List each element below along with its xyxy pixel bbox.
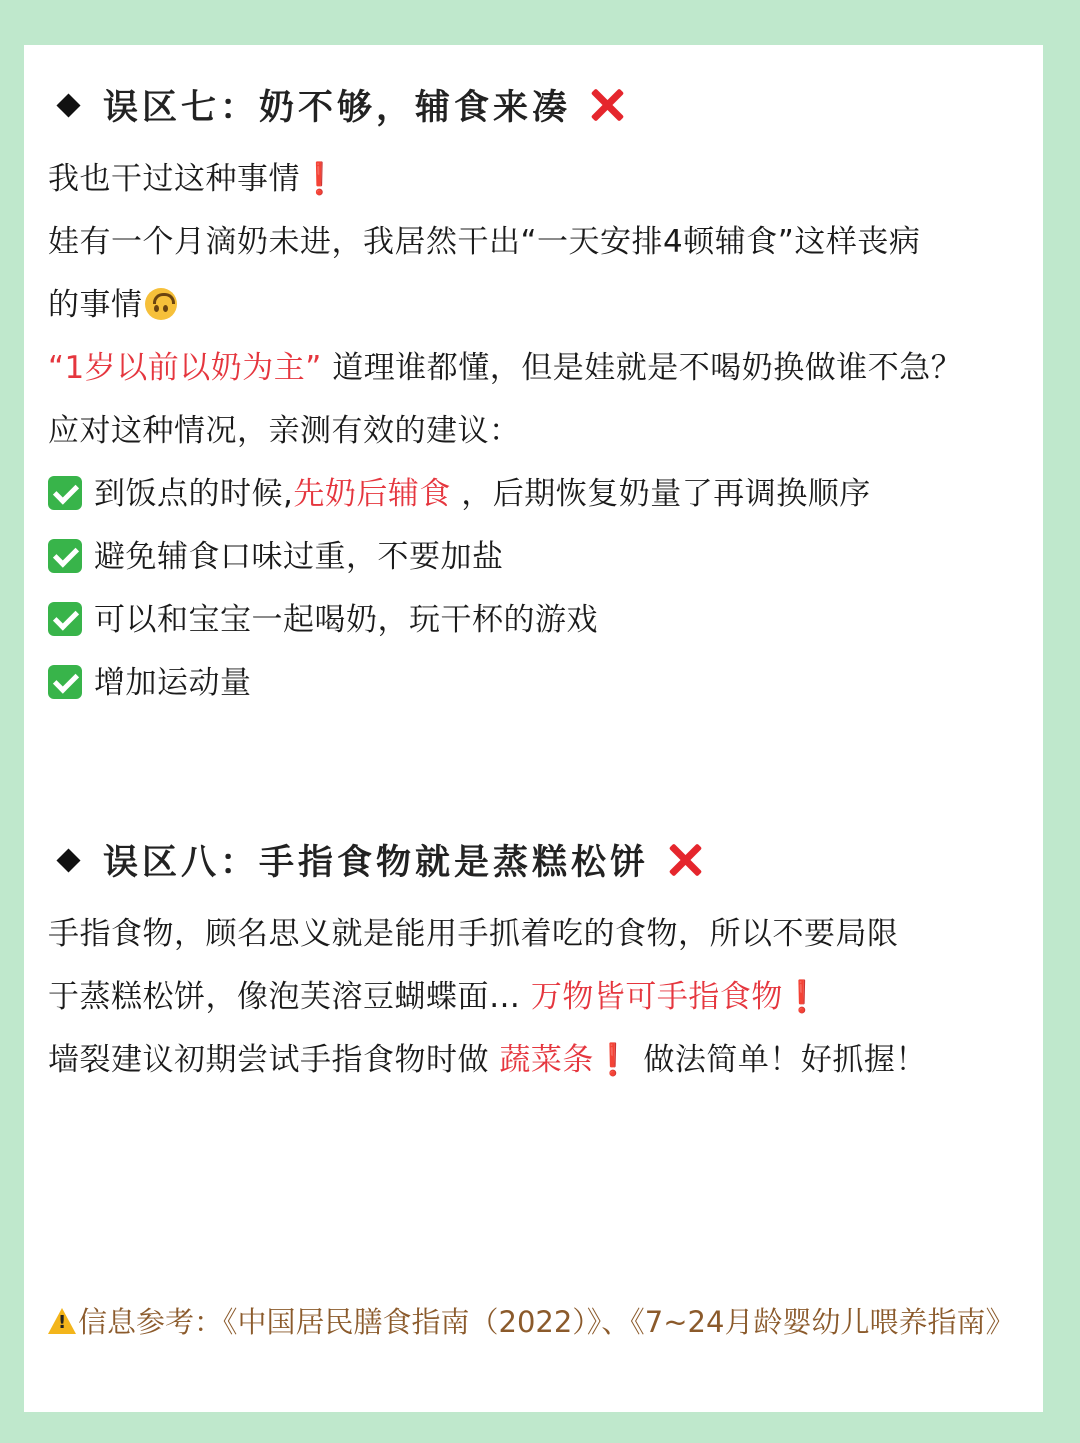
check-mark-icon <box>48 539 82 573</box>
line-text: 墙裂建议初期尝试手指食物时做 <box>48 1042 500 1078</box>
tip-text: ，后期恢复奶量了再调换顺序 <box>450 476 871 512</box>
paragraph-line <box>48 148 1043 211</box>
diamond-bullet-icon <box>56 93 80 117</box>
check-mark-icon <box>48 665 82 699</box>
cross-mark-icon <box>589 87 625 123</box>
line-text: 手指食物，顾名思义就是能用手抓着吃的食物，所以不要局限 <box>48 916 899 952</box>
tip-text: 增加运动量 <box>94 665 252 701</box>
line-text: 的事情 <box>48 287 143 323</box>
highlight-text: 万物皆可手指食物 <box>530 979 783 1015</box>
tip-item <box>48 652 1043 715</box>
diamond-bullet-icon <box>56 848 80 872</box>
paragraph-line <box>48 966 1043 1029</box>
upside-down-face-icon <box>145 288 177 320</box>
tip-text: 到饭点的时候, <box>94 476 294 512</box>
cross-mark-icon <box>667 842 703 878</box>
highlight-text: 蔬菜条 <box>499 1042 594 1078</box>
heading-text: 误区八：手指食物就是蒸糕松饼 <box>103 843 650 883</box>
tip-text: 可以和宝宝一起喝奶，玩干杯的游戏 <box>94 602 598 638</box>
line-text: 做法简单！好抓握！ <box>632 1042 927 1078</box>
line-text: 道理谁都懂，但是娃就是不喝奶换做谁不急？ <box>321 350 963 386</box>
warning-icon <box>48 1308 76 1334</box>
paragraph-line <box>48 274 1043 337</box>
highlight-text: 先奶后辅食 <box>293 476 451 512</box>
exclamation-icon: ❗ <box>300 161 340 197</box>
highlight-text: “1岁以前以奶为主” <box>48 350 322 386</box>
paragraph-line <box>48 1029 1043 1092</box>
exclamation-icon: ❗ <box>782 979 822 1015</box>
line-text: 我也干过这种事情 <box>48 161 300 197</box>
line-text: 于蒸糕松饼，像泡芙溶豆蝴蝶面… <box>48 979 531 1015</box>
paragraph-line <box>48 903 1043 966</box>
section-heading <box>48 73 1043 137</box>
line-text: 应对这种情况，亲测有效的建议： <box>48 413 521 449</box>
check-mark-icon <box>48 602 82 636</box>
tip-text: 避免辅食口味过重，不要加盐 <box>94 539 504 575</box>
heading-text: 误区七：奶不够，辅食来凑 <box>103 88 572 128</box>
paragraph-line <box>48 211 1043 274</box>
reference-text: 信息参考：《中国居民膳食指南（2022）》、《7~24月龄婴幼儿喂养指南》 <box>78 1305 1015 1339</box>
tip-item <box>48 589 1043 652</box>
exclamation-icon: ❗ <box>593 1042 633 1078</box>
section-mistake-8 <box>48 828 1043 1092</box>
reference-note <box>48 1295 1037 1350</box>
content-card <box>24 45 1043 1412</box>
section-heading <box>48 828 1043 892</box>
paragraph-line <box>48 337 1043 400</box>
tip-item <box>48 526 1043 589</box>
paragraph-line <box>48 400 1043 463</box>
check-mark-icon <box>48 476 82 510</box>
tip-item <box>48 463 1043 526</box>
section-mistake-7 <box>48 73 1043 715</box>
line-text: 娃有一个月滴奶未进，我居然干出“一天安排4顿辅食”这样丧病 <box>48 224 921 260</box>
